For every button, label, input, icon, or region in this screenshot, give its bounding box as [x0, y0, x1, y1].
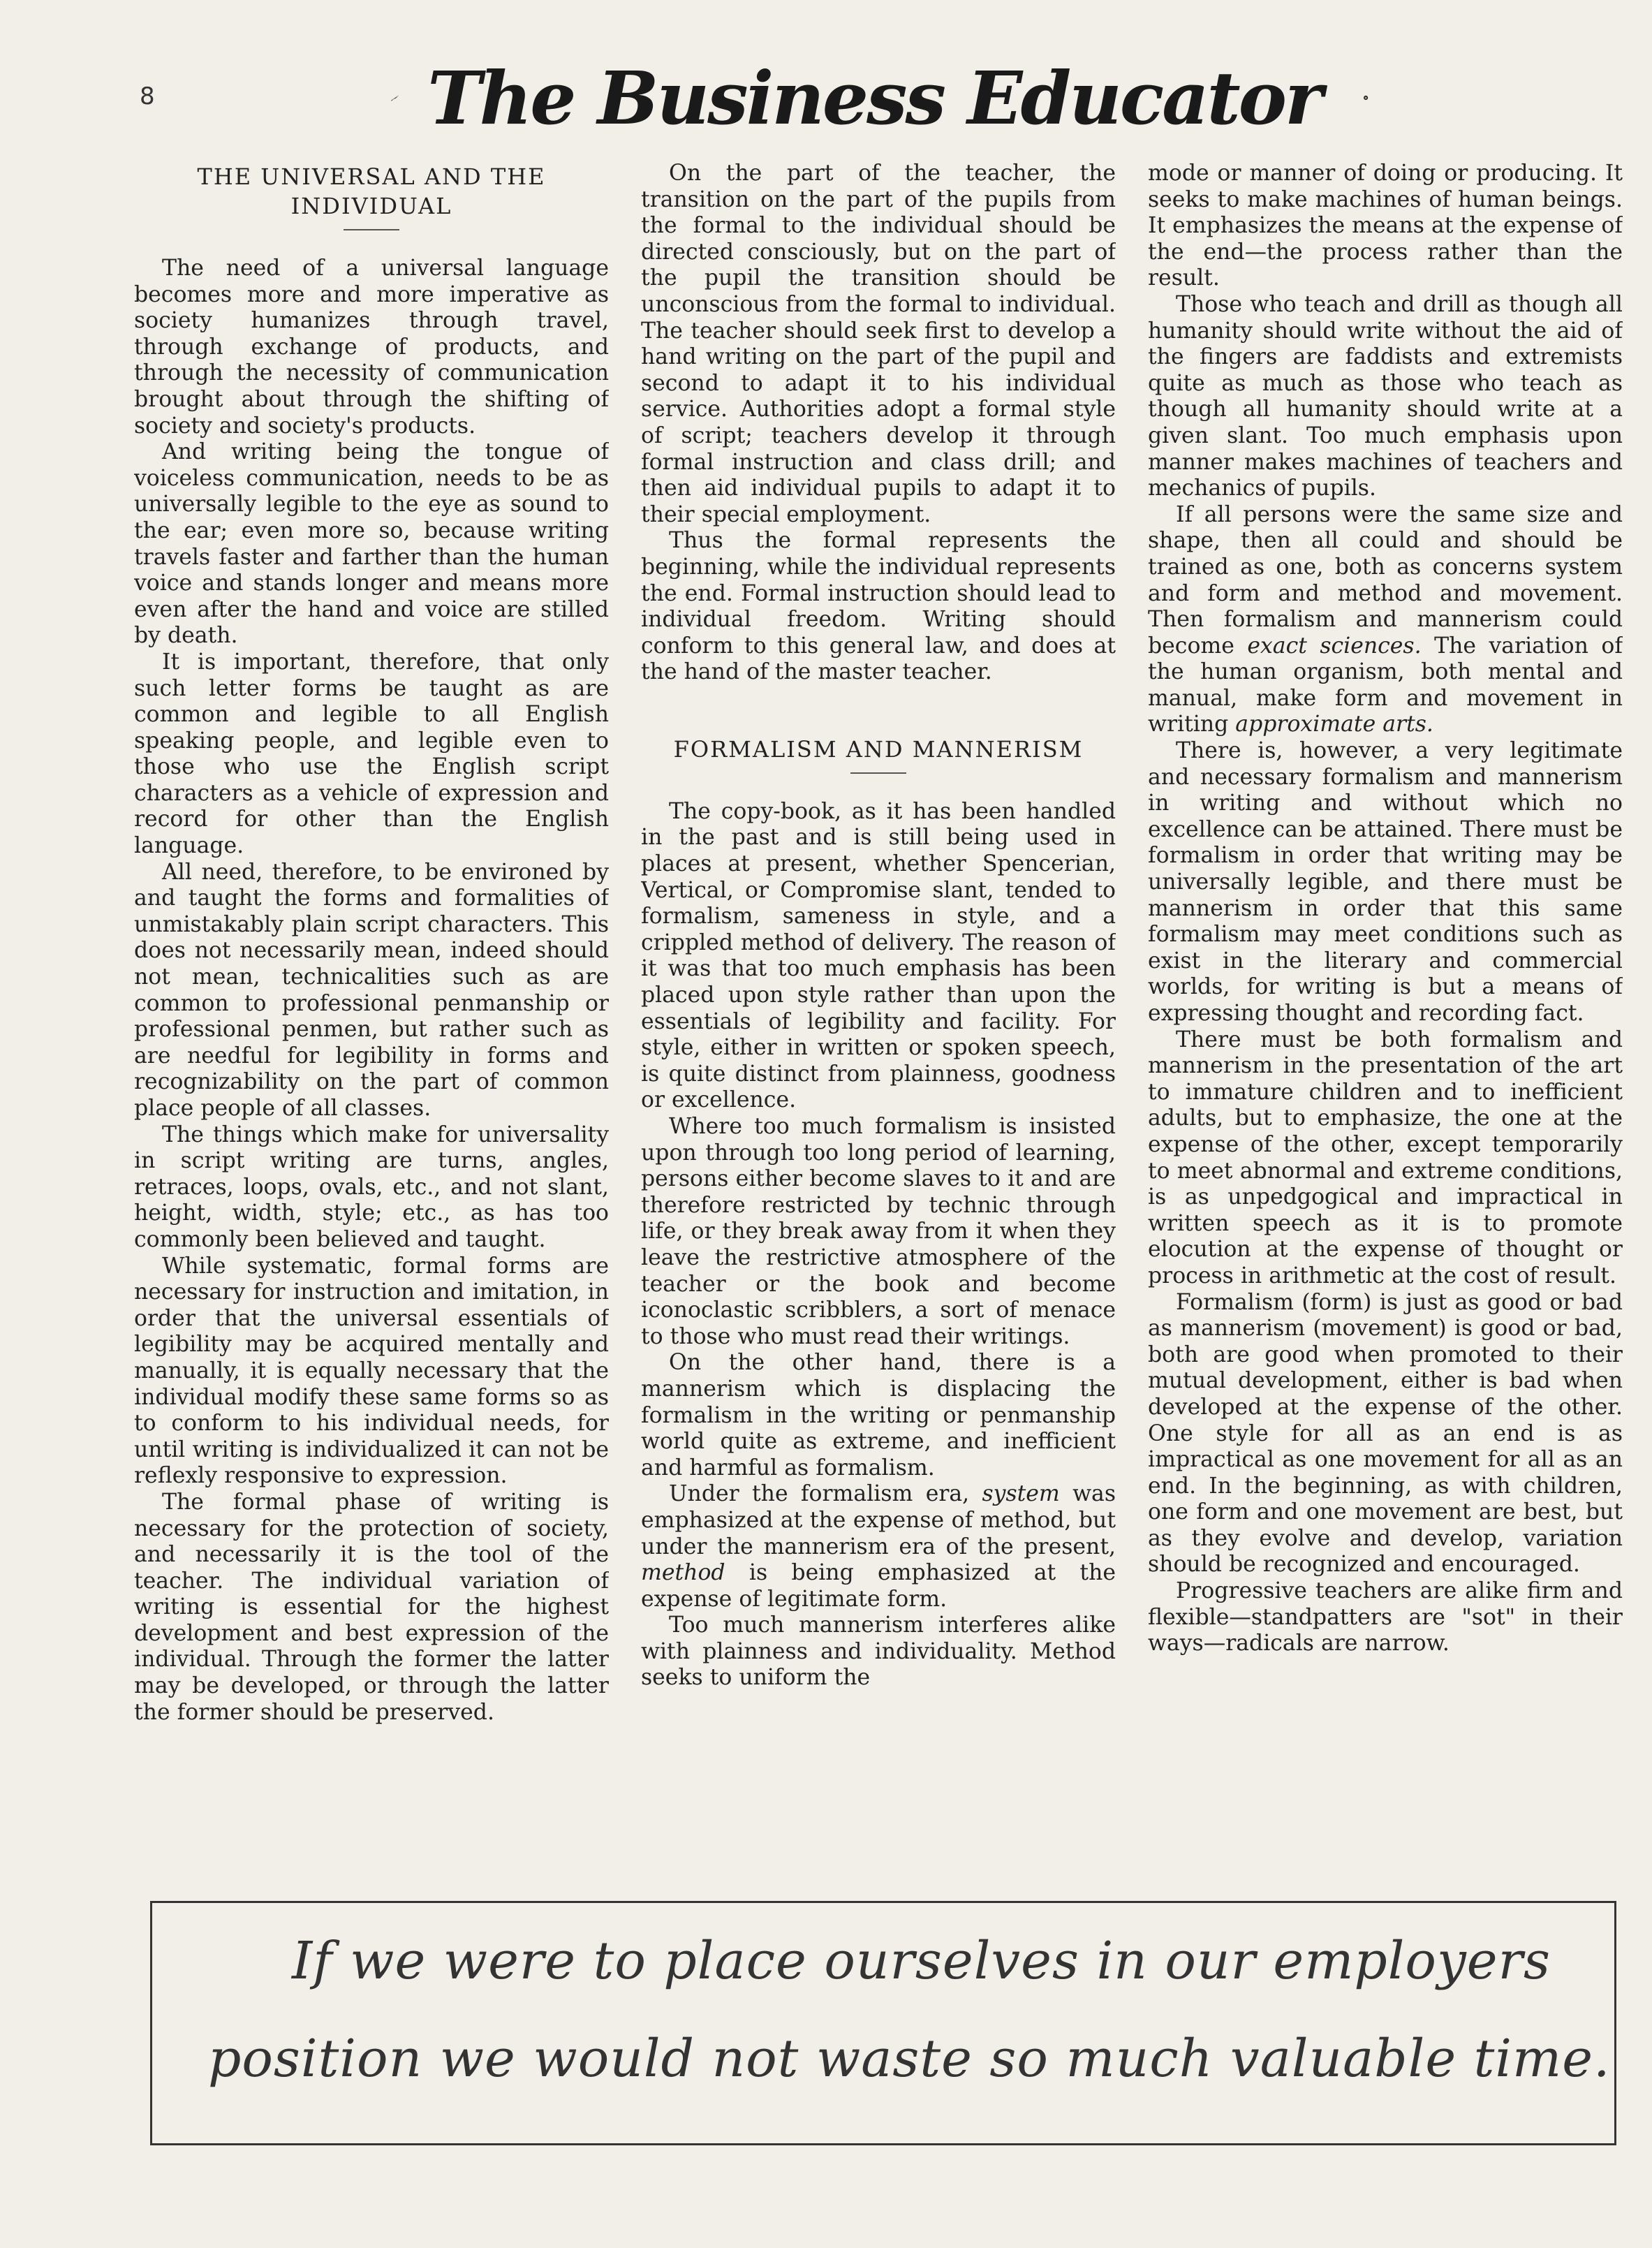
masthead-title: The Business Educator	[427, 54, 1321, 141]
text-run: Under the formalism era,	[669, 1481, 982, 1507]
masthead	[391, 49, 1369, 147]
paragraph: Where too much formalism is insisted upon through too long period of learning, persons either become slaves to it and are therefore restricted by technic through life, or they break away from it when they leave the restrictive atmosphere of the teacher or the book and become iconoclastic scribblers, a sort of menace to those who must read their writings.	[641, 1114, 1116, 1349]
section-heading: THE UNIVERSAL AND THE INDIVIDUAL	[197, 163, 546, 219]
paragraph: Formalism (form) is just as good or bad as mannerism (movement) is good or bad, both are good when promoted to their mutual development, either is bad when developed at the expense of the other. One style for all as an end is as impractical as one movement for all as an end. In the beginning, as with children, one form and one movement are best, but as they evolve and develop, variation should be recognized and encouraged.	[1148, 1289, 1623, 1578]
text-run: was emphasized at the expense of method, but under the mannerism era of the present,	[641, 1481, 1116, 1559]
page-number: 8	[140, 82, 155, 110]
paragraph: The copy-book, as it has been handled in the past and is still being used in places at present, whether Spencerian, Vertical, or Compromise slant, tended to formalism, sameness in style, and a crippled method of delivery. The reason of it was that too much emphasis has been placed upon style rather than upon the essentials of legibility and facility. For style, either in written or spoken speech, is quite distinct from plainness, goodness or excellence.	[641, 798, 1116, 1113]
paragraph: Those who teach and drill as though all humanity should write without the aid of the fingers are faddists and extremists quite as much as those who teach as though all humanity should write at a given slant. Too much emphasis upon manner makes machines of teachers and mechanics of pupils.	[1148, 291, 1623, 501]
paragraph: Too much mannerism interferes alike with plainness and individuality. Method seeks to uniform the	[641, 1612, 1116, 1691]
paragraph: On the part of the teacher, the transition on the part of the pupils from the formal to the individual should be directed consciously, but on the part of the pupil the transition should be unconscious from the formal to individual. The teacher should seek first to develop a hand writing on the part of the pupil and second to adapt it to his individual service. Authorities adopt a formal style of script; teachers develop it through formal instruction and class drill; and then aid individual pupils to adapt it to their special employment.	[641, 161, 1116, 527]
column-2	[641, 161, 1116, 1886]
emphasis: method	[641, 1560, 725, 1586]
quill-icon	[391, 66, 399, 129]
paragraph: Thus the formal represents the beginning, while the individual represents the end. Formal instruction should lead to individual freedom. Writing should conform to this general law, and does at the hand of the master teacher.	[641, 528, 1116, 685]
column-3	[1148, 161, 1623, 1886]
paragraph: All need, therefore, to be environed by and taught the forms and formalities of unmistakably plain script characters. This does not necessarily mean, indeed should not mean, technicalities such as are common to professional penmanship or professional penmen, but rather such as are needful for legibility in forms and recognizability on the part of common place people of all classes.	[134, 859, 609, 1121]
paragraph: The need of a universal language becomes more and more imperative as society humanizes through travel, through exchange of products, and through the necessity of communication brought about through the shifting of society and society's products.	[134, 256, 609, 439]
article-columns	[134, 161, 1623, 1886]
text-run: If all persons were the same size and shape, then all could and should be trained as one, both as concerns system and form and method and movement. Then formalism and mannerism could become	[1148, 501, 1623, 659]
paragraph: It is important, therefore, that only such letter forms be taught as are common and legible to all English speaking people, and legible even to those who use the English script characters as a vehicle of expression and record for other than the English language.	[134, 649, 609, 859]
script-motto-box	[150, 1901, 1616, 2145]
heading-rule	[850, 772, 906, 774]
paragraph: There is, however, a very legitimate and necessary formalism and mannerism in writing and without which no excellence can be attained. There must be formalism in order that writing may be universally legible, and there must be mannerism in order that this same formalism may meet conditions such as exist in the literary and commercial worlds, for writing is but a means of expressing thought and recording fact.	[1148, 738, 1623, 1026]
emphasis: exact sciences.	[1247, 633, 1422, 659]
motto-line-2: position we would not waste so much valuable time.	[208, 2029, 1611, 2089]
motto-line-1: If we were to place ourselves in our employers	[292, 1931, 1551, 1991]
paragraph: On the other hand, there is a mannerism which is displacing the formalism in the writing or penmanship world quite as extreme, and inefficient and harmful as formalism.	[641, 1350, 1116, 1481]
text-run: The variation of the human organism, both mental and manual, make form and movement in writing	[1148, 633, 1623, 737]
emphasis: approximate arts.	[1235, 712, 1433, 737]
paragraph	[1148, 502, 1623, 738]
paragraph: The formal phase of writing is necessary for the protection of society, and necessarily it is the tool of the teacher. The individual variation of writing is essential for the highest development and best expression of the individual. Through the former the latter may be developed, or through the latter the former should be preserved.	[134, 1489, 609, 1725]
paragraph	[641, 1481, 1116, 1612]
paragraph: The things which make for universality in script writing are turns, angles, retraces, loops, ovals, etc., and not slant, height, width, style; etc., as has too commonly been believed and taught.	[134, 1122, 609, 1252]
paragraph: There must be both formalism and mannerism in the presentation of the art to immature children and to inefficient adults, but to emphasize, the one at the expense of the other, except temporarily to meet abnormal and extreme conditions, is as unpedgogical and impractical in written speech as it is to promote elocution at the expense of thought or process in arithmetic at the cost of result.	[1148, 1027, 1623, 1288]
text-run: is being emphasized at the expense of legitimate form.	[641, 1560, 1116, 1612]
heading-rule	[344, 229, 399, 230]
paragraph: While systematic, formal forms are necessary for instruction and imitation, in order that the universal essentials of legibility may be acquired mentally and manually, it is equally necessary that the individual modify these same forms so as to conform to his individual needs, for until writing is individualized it can not be reflexly responsive to expression.	[134, 1253, 609, 1489]
paragraph: Progressive teachers are alike firm and flexible—standpatters are "sot" in their ways—radicals are narrow.	[1148, 1578, 1623, 1656]
column-1	[134, 161, 609, 1886]
emphasis: system	[982, 1481, 1060, 1507]
section-heading: FORMALISM AND MANNERISM	[673, 735, 1084, 763]
paragraph: And writing being the tongue of voiceless communication, needs to be as universally legible to the eye as sound to the ear; even more so, because writing travels faster and farther than the human voice and stands longer and means more even after the hand and voice are stilled by death.	[134, 439, 609, 649]
emblem-icon	[1363, 70, 1369, 126]
paragraph: mode or manner of doing or producing. It seeks to make machines of human beings. It emphasizes the means at the expense of the end—the process rather than the result.	[1148, 161, 1623, 291]
